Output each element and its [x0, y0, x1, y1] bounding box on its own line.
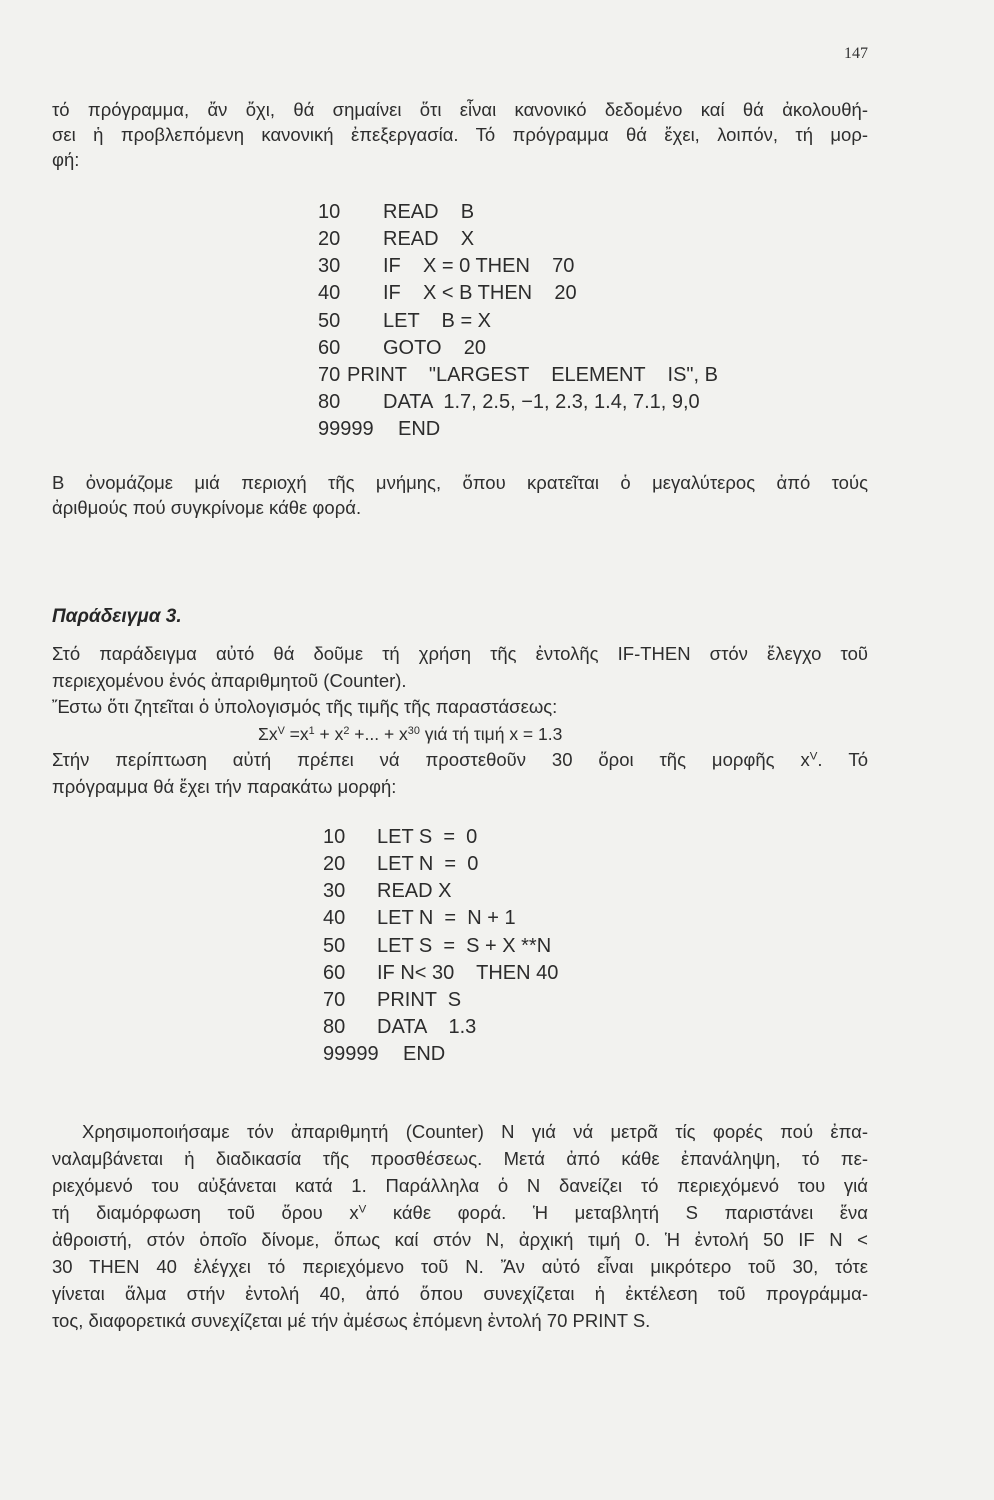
- statement: LET S = S + X **N: [377, 934, 552, 957]
- text-line: γίνεται ἅλμα στήν ἐντολή 40, ἀπό ὅπου συνεχίζεται ἡ ἐκτέλεση τοῦ προγράμμα-: [52, 1283, 868, 1304]
- statement: READ X: [383, 228, 475, 251]
- statement: GOTO 20: [383, 336, 486, 359]
- exponent: V: [358, 1203, 367, 1216]
- line-number: 40: [318, 282, 341, 305]
- exponent: V: [277, 724, 285, 737]
- line-number: 10: [323, 826, 346, 848]
- statement: END: [398, 418, 441, 441]
- text-line: περιεχομένου ἑνός ἀπαριθμητοῦ (Counter).: [52, 669, 407, 691]
- statement: END: [403, 1043, 446, 1066]
- text-line: [52, 1199, 868, 1226]
- line-number: 40: [323, 907, 346, 930]
- line-number: 99999: [323, 1043, 379, 1066]
- code-line: [318, 335, 718, 362]
- text-line: Χρησιμοποιήσαμε τόν ἀπαριθμητή (Counter) N γιά νά μετρᾶ τίς φορές πού ἐπα-: [82, 1121, 868, 1142]
- code-line: [318, 226, 718, 253]
- text-line: B ὀνομάζομε μιά περιοχή τῆς μνήμης, ὅπου κρατεῖται ὁ μεγαλύτερος ἀπό τούς: [52, 472, 868, 493]
- code-line: [323, 960, 558, 987]
- statement: IF N< 30 THEN 40: [377, 961, 559, 984]
- text-line: τος, διαφορετικά συνεχίζεται μέ τήν ἀμέσως ἐπόμενη ἐντολή 70 PRINT S.: [52, 1310, 651, 1331]
- text-line: 30 THEN 40 ἐλέγχει τό περιεχόμενο τοῦ N. Ἄν αὐτό εἶναι μικρότερο τοῦ 30, τότε: [52, 1256, 868, 1277]
- text-line: τό πρόγραμμα, ἄν ὄχι, θά σημαίνει ὅτι εἶναι κανονικό δεδομένο καί θά ἀκολουθή-: [52, 99, 868, 120]
- text-line: ἀθροιστή, στόν ὁποῖο δίνομε, ὅπως καί στόν N, ἀρχική τιμή 0. Ἡ ἐντολή 50 IF N <: [52, 1229, 868, 1250]
- code-line: [323, 987, 558, 1014]
- line-number: 10: [318, 201, 341, 223]
- code-listing-largest: [318, 199, 718, 443]
- code-line: [323, 824, 558, 851]
- exponent: 1: [308, 724, 315, 737]
- text-line: Στό παράδειγμα αὐτό θά δοῦμε τή χρήση τῆς ἐντολῆς IF-THEN στόν ἔλεγχο τοῦ: [52, 643, 868, 664]
- line-number: 99999: [318, 418, 374, 441]
- formula-part: =x: [284, 723, 309, 744]
- line-number: 60: [318, 336, 341, 359]
- statement: DATA 1.7, 2.5, −1, 2.3, 1.4, 7.1, 9,0: [383, 390, 700, 413]
- code-line: [323, 878, 558, 905]
- statement: IF X < B THEN 20: [383, 282, 577, 305]
- formula-part: γιά τή τιμή x = 1.3: [419, 723, 563, 744]
- line-number: 80: [318, 390, 341, 413]
- code-line: [318, 280, 718, 307]
- statement: LET N = N + 1: [377, 907, 516, 930]
- line-number: 30: [318, 255, 341, 278]
- line-number: 50: [318, 309, 341, 332]
- line-number: 70: [323, 988, 346, 1011]
- text-line: ναλαμβάνεται ἡ διαδικασία τῆς προσθέσεως. Μετά ἀπό κάθε ἐπανάληψη, τό πε-: [52, 1148, 868, 1169]
- code-line: [323, 1014, 558, 1041]
- code-line: [323, 933, 558, 960]
- text-line: ἀριθμούς πού συγκρίνομε κάθε φορά.: [52, 497, 362, 518]
- text-part: . Τό: [817, 749, 868, 771]
- statement: LET S = 0: [377, 826, 478, 848]
- text-part: τή διαμόρφωση τοῦ ὅρου x: [52, 1202, 359, 1223]
- code-line: [323, 851, 558, 878]
- statement: READ B: [383, 201, 475, 223]
- code-line: [318, 389, 718, 416]
- statement: LET B = X: [383, 309, 492, 332]
- line-number: 80: [323, 1015, 346, 1038]
- page-number: 147: [844, 45, 868, 62]
- text-line: σει ἡ προβλεπόμενη κανονική ἐπεξεργασία. Τό πρόγραμμα θά ἔχει, λοιπόν, τή μορ-: [52, 124, 868, 145]
- text-line: πρόγραμμα θά ἔχει τήν παρακάτω μορφή:: [52, 775, 397, 797]
- paragraph-example: [52, 641, 868, 801]
- code-listing-sum: [323, 824, 558, 1068]
- line-number: 60: [323, 961, 346, 984]
- exponent: 30: [407, 724, 420, 737]
- text-line: φή:: [52, 149, 80, 170]
- statement: PRINT "LARGEST ELEMENT IS", B: [347, 363, 718, 386]
- text-line: [52, 747, 868, 774]
- exponent: 2: [343, 724, 350, 737]
- code-line: [323, 905, 558, 932]
- text-line: ριεχόμενό του αὐξάνεται κατά 1. Παράλληλα ὁ N δανείζει τό περιεχόμενό του γιά: [52, 1175, 868, 1196]
- exponent: V: [809, 751, 818, 764]
- code-line: [318, 416, 718, 443]
- code-line: [318, 308, 718, 335]
- code-line: [318, 362, 718, 389]
- paragraph-counter-explanation: [52, 1118, 868, 1334]
- text-line: Ἔστω ὅτι ζητεῖται ὁ ὑπολογισμός τῆς τιμῆς τῆς παραστάσεως:: [52, 696, 558, 718]
- example-heading: Παράδειγμα 3.: [52, 606, 182, 627]
- code-line: [318, 199, 718, 226]
- formula-part: Σx: [258, 723, 278, 744]
- line-number: 70: [318, 363, 341, 386]
- statement: PRINT S: [377, 988, 462, 1011]
- line-number: 30: [323, 880, 346, 903]
- code-line: [318, 253, 718, 280]
- code-line: [323, 1041, 558, 1068]
- text-part: κάθε φορά. Ἡ μεταβλητή S παριστάνει ἕνα: [366, 1202, 868, 1223]
- formula-part: + x: [314, 723, 344, 744]
- statement: DATA 1.3: [377, 1015, 477, 1038]
- paragraph-explanation: [52, 470, 868, 520]
- formula-part: +... + x: [349, 723, 408, 744]
- formula: [52, 721, 868, 748]
- line-number: 50: [323, 934, 346, 957]
- line-number: 20: [323, 853, 346, 876]
- statement: LET N = 0: [377, 853, 479, 876]
- statement: IF X = 0 THEN 70: [383, 255, 575, 278]
- statement: READ X: [377, 880, 452, 903]
- paragraph-intro: [52, 97, 868, 172]
- text-part: Στήν περίπτωση αὐτή πρέπει νά προστεθοῦν 30 ὅροι τῆς μορφῆς x: [52, 749, 810, 771]
- line-number: 20: [318, 228, 341, 251]
